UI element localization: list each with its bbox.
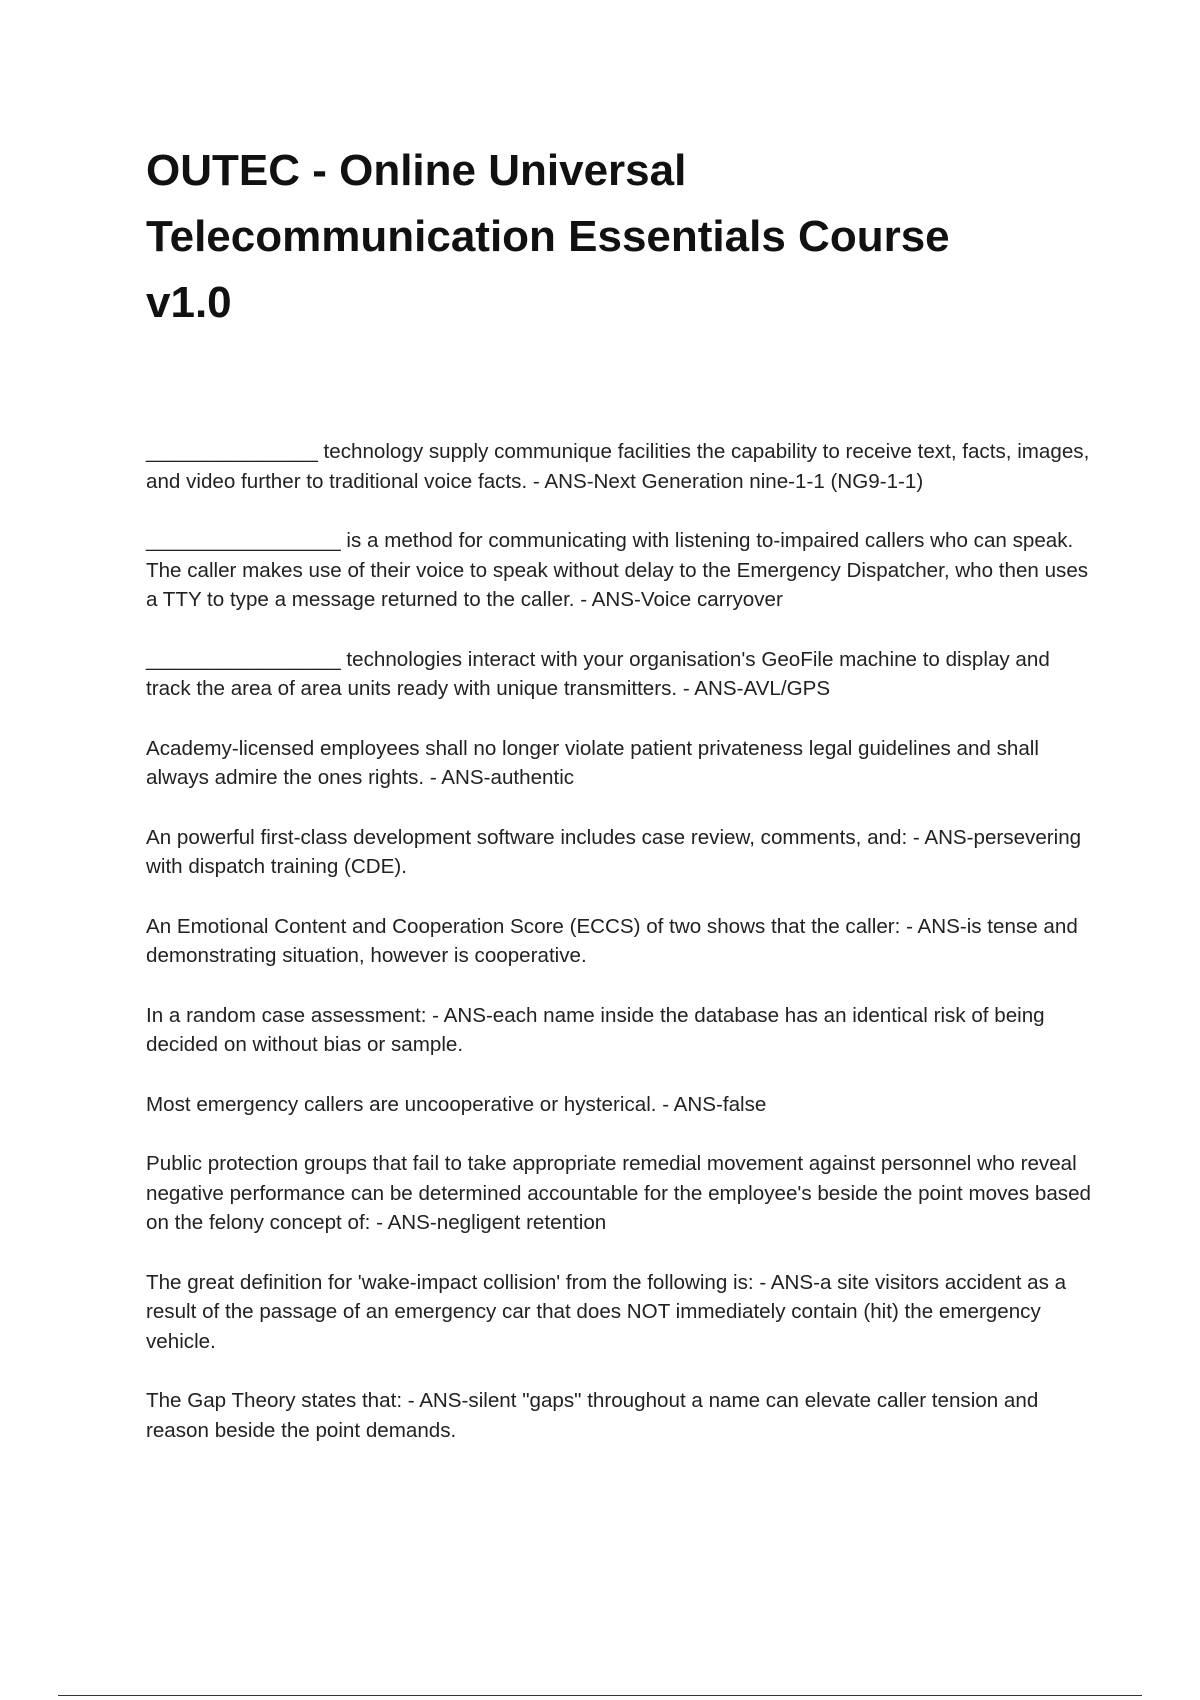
qa-item: _______________ technology supply communique facilities the capability to receive text, facts, images, and video further to traditional voice facts. - ANS-Next Generation nine-1-1 (NG9-1-1): [146, 440, 1090, 493]
qa-item: An Emotional Content and Cooperation Score (ECCS) of two shows that the caller: - ANS-is tense and demonstrating situation, however is cooperative.: [146, 914, 1078, 967]
title-line-2: Telecommunication Essentials Course: [146, 212, 950, 261]
question-answer-list: [146, 437, 1096, 1475]
page-title: [146, 138, 1086, 336]
qa-item: Public protection groups that fail to take appropriate remedial movement against personnel who reveal negative performance can be determined accountable for the employee's beside the point moves based on the felony concept of: - ANS-negligent retention: [146, 1152, 1091, 1234]
title-line-3: v1.0: [146, 278, 232, 327]
qa-item: Most emergency callers are uncooperative or hysterical. - ANS-false: [146, 1092, 767, 1116]
qa-item: The great definition for 'wake-impact collision' from the following is: - ANS-a site visitors accident as a result of the passage of an emergency car that does NOT immediately contain (hit) the emergency vehicle.: [146, 1270, 1067, 1353]
qa-item: _________________ technologies interact with your organisation's GeoFile machine to display and track the area of area units ready with unique transmitters. - ANS-AVL/GPS: [146, 647, 1050, 700]
qa-item: The Gap Theory states that: - ANS-silent "gaps" throughout a name can elevate caller tension and reason beside the point demands.: [146, 1389, 1039, 1442]
title-line-1: OUTEC - Online Universal: [146, 146, 687, 195]
qa-item: An powerful first-class development software includes case review, comments, and: - ANS-persevering with dispatch training (CDE).: [146, 825, 1082, 878]
qa-item: Academy-licensed employees shall no longer violate patient privateness legal guidelines and shall always admire the ones rights. - ANS-authentic: [146, 736, 1039, 789]
qa-item: _________________ is a method for communicating with listening to-impaired callers who can speak. The caller makes use of their voice to speak without delay to the Emergency Dispatcher, who then uses a TTY to type a message returned to the caller. - ANS-Voice carryover: [146, 529, 1089, 611]
footer-divider: [58, 1695, 1142, 1696]
qa-item: In a random case assessment: - ANS-each name inside the database has an identical risk of being decided on without bias or sample.: [146, 1003, 1045, 1056]
